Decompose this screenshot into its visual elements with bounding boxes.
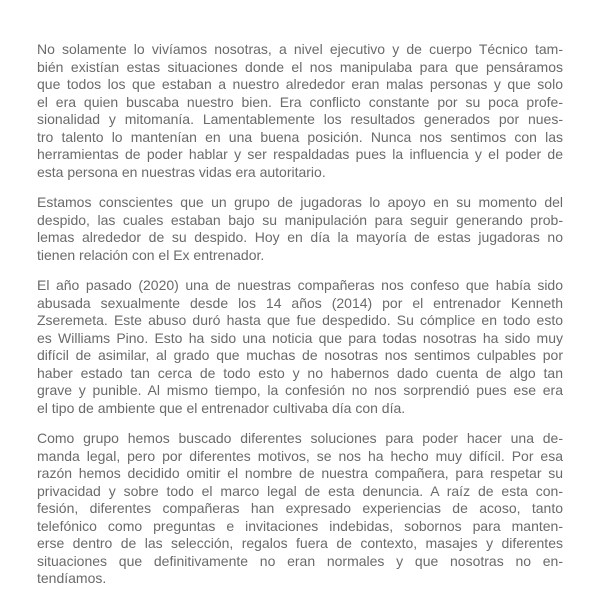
text-line: erse dentro de las selección, regalos fuera de contexto, masajes y diferentes [37, 535, 563, 551]
text-line: fesión, diferentes compañeras han expresado experiencias de acoso, tanto [37, 500, 563, 516]
text-line: situaciones que definitivamente no eran normales y que nosotras no en- [37, 552, 563, 569]
text-line: esta persona en nuestras vidas era autoritario. [37, 163, 326, 180]
text-line: despido, las cuales estaban bajo su manipulación para seguir generando prob- [37, 211, 563, 228]
paragraph [37, 194, 563, 264]
text-line: telefónico como preguntas e invitaciones indebidas, sobornos para manten- [37, 517, 563, 534]
text-line: difícil de asimilar, al grado que muchas de nosotras nos sentimos culpables por [37, 347, 563, 363]
text-line: grave y punible. Al mismo tiempo, la confesión no nos sorprendió pues ese era [37, 382, 563, 398]
text-line: el tipo de ambiente que el entrenador cultivaba día con día. [37, 399, 406, 416]
text-line: bién existían estas situaciones donde el nos manipulaba para que pensáramos [37, 58, 563, 75]
text-line: es Williams Pino. Esto ha sido una noticia que para todas nosotras ha sido muy [37, 329, 563, 346]
text-line: No solamente lo vivíamos nosotras, a nivel ejecutivo y de cuerpo Técnico tam- [37, 41, 563, 57]
text-line: manda legal, pero por diferentes motivos, se nos ha hecho muy difícil. Por esa [37, 447, 563, 464]
paragraph [37, 41, 563, 181]
text-line: tro talento lo mantenían en una buena posición. Nunca nos sentimos con las [37, 128, 563, 145]
text-line: Zseremeta. Este abuso duró hasta que fue despedido. Su cómplice en todo esto [37, 312, 563, 328]
text-line: razón hemos decidido omitir el nombre de nuestra compañera, para respetar su [37, 465, 563, 481]
text-line: haber estado tan cerca de todo esto y no habernos dado cuenta de algo tan [37, 364, 563, 381]
text-line: sionalidad y mitomanía. Lamentablemente los resultados generados por nues- [37, 111, 563, 127]
text-line: El año pasado (2020) una de nuestras compañeras nos confeso que había sido [37, 277, 563, 293]
text-line: tienen relación con el Ex entrenador. [37, 246, 265, 263]
text-line: que todos los que estaban a nuestro alrededor eran malas personas y que solo [37, 76, 563, 92]
text-line: privacidad y sobre todo el marco legal de esta denuncia. A raíz de esta con- [37, 482, 563, 499]
text-line: Estamos conscientes que un grupo de jugadoras lo apoyo en su momento del [37, 194, 563, 210]
document-body [37, 41, 563, 588]
paragraph [37, 277, 563, 417]
text-line: lemas alrededor de su despido. Hoy en día la mayoría de estas jugadoras no [37, 229, 563, 245]
text-line: abusada sexualmente desde los 14 años (2014) por el entrenador Kenneth [37, 294, 563, 311]
text-line: tendíamos. [37, 570, 107, 586]
text-line: el era quien buscaba nuestro bien. Era conflicto constante por su poca profe- [37, 93, 563, 110]
text-line: Como grupo hemos buscado diferentes soluciones para poder hacer una de- [37, 430, 563, 446]
text-line: herramientas de poder hablar y ser respaldadas pues la influencia y el poder de [37, 146, 563, 162]
paragraph [37, 430, 563, 588]
